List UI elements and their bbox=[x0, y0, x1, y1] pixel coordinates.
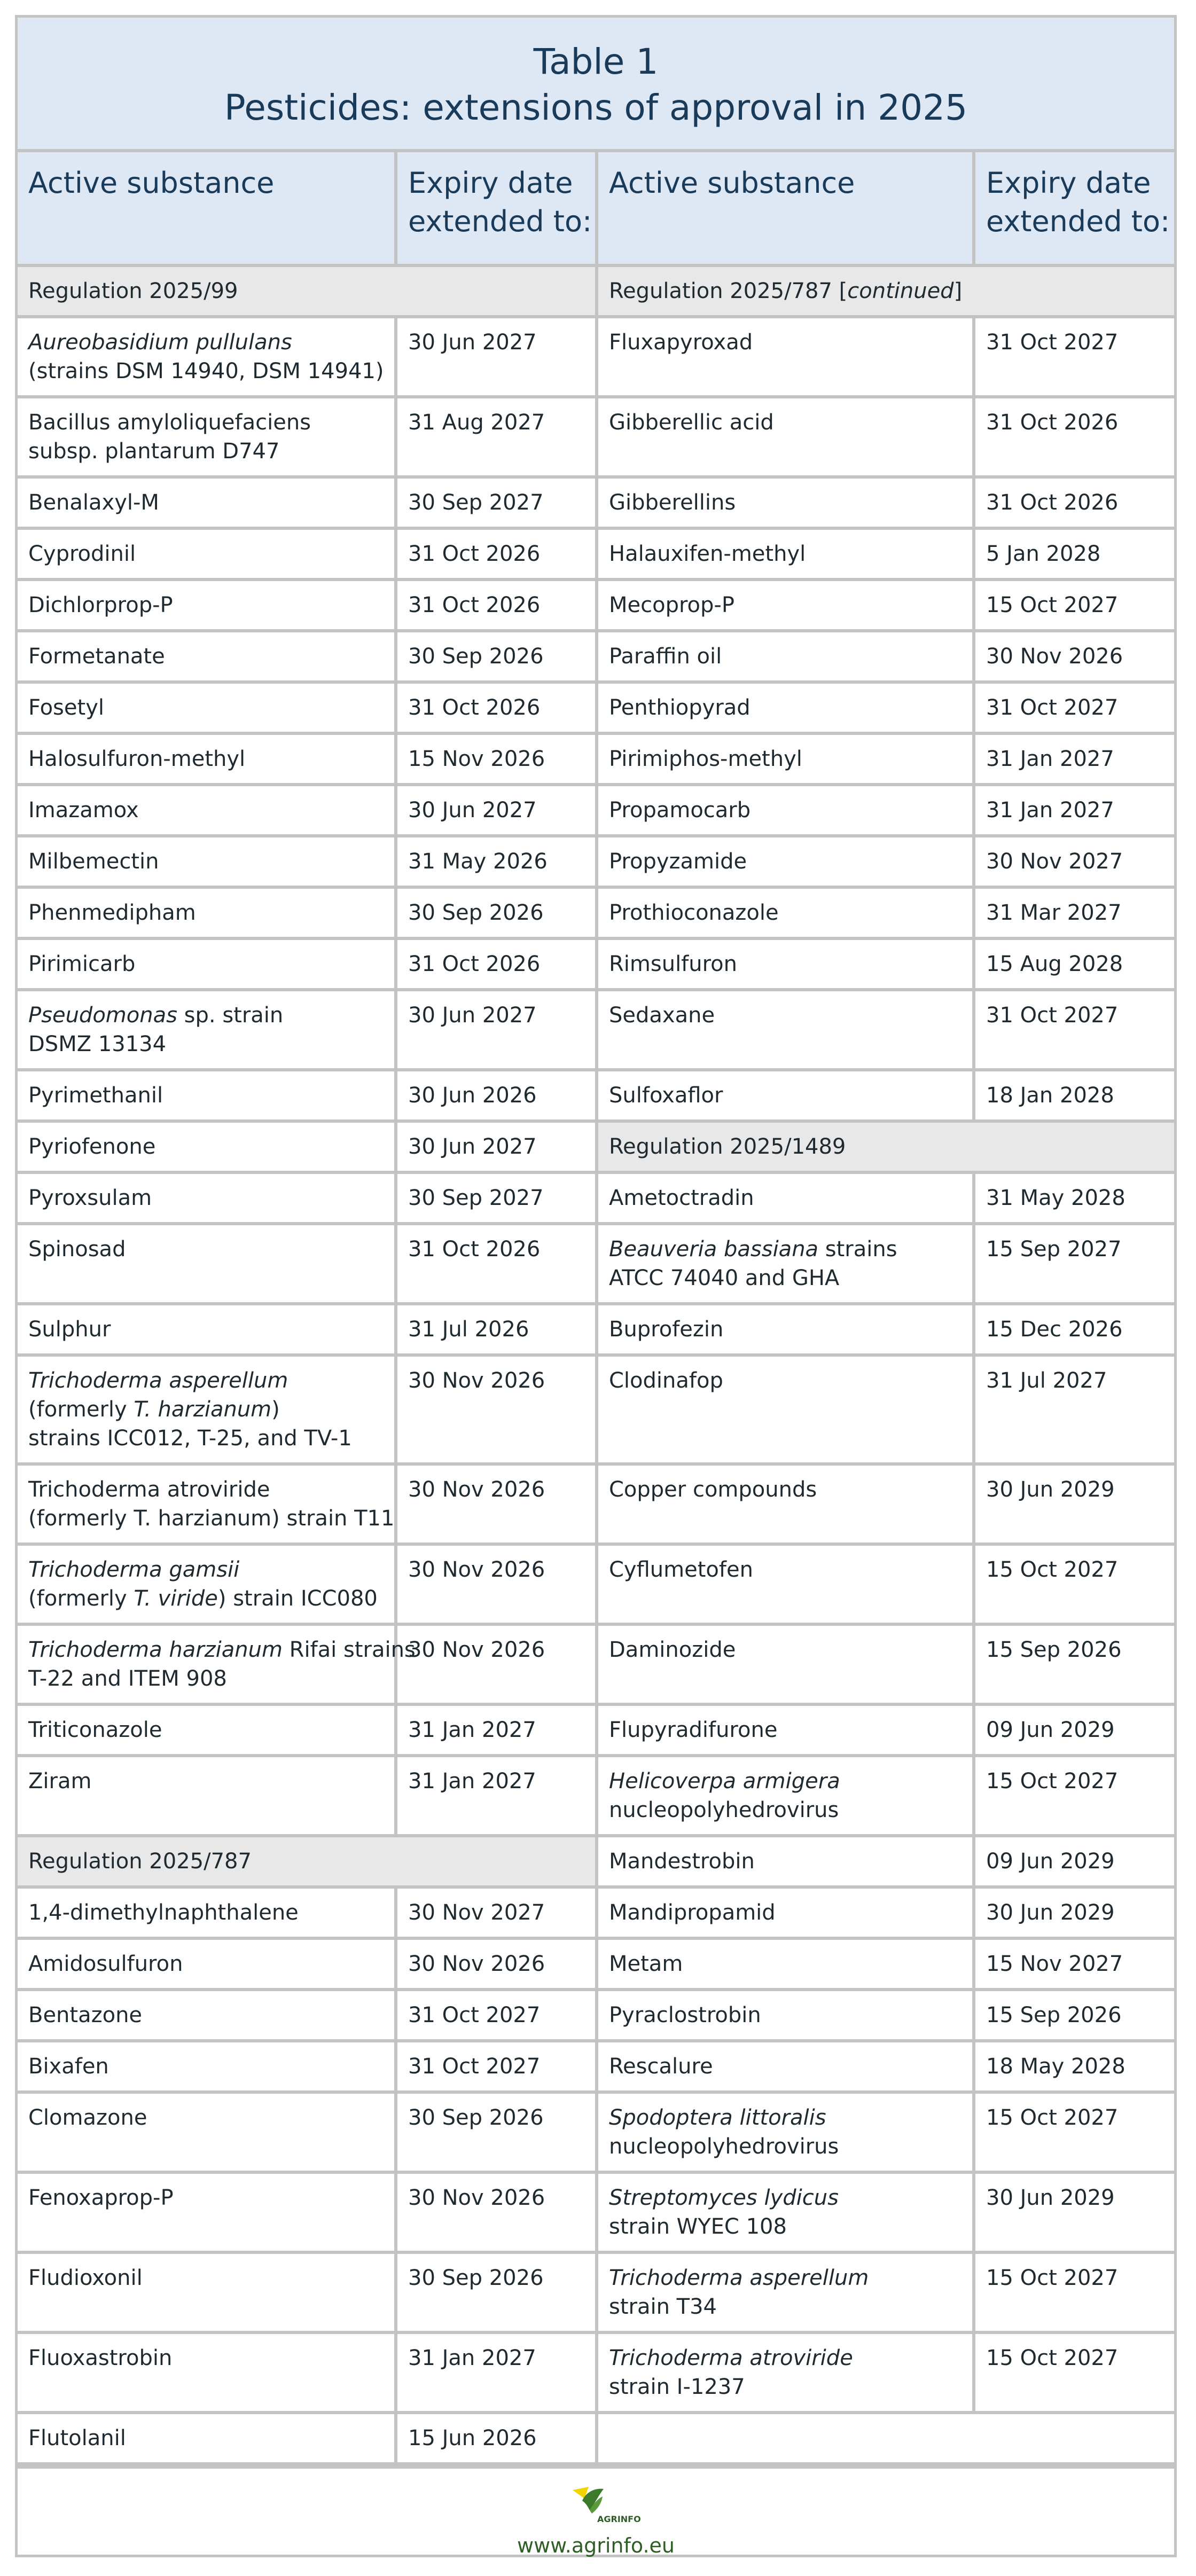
substance-cell: Buprofezin bbox=[597, 1304, 974, 1355]
substance-cell: Fludioxonil bbox=[18, 2252, 396, 2332]
empty-cell bbox=[597, 2413, 1174, 2464]
table-row bbox=[18, 938, 1174, 990]
date-cell: 5 Jan 2028 bbox=[974, 528, 1174, 580]
substance-cell: Penthiopyrad bbox=[597, 682, 974, 733]
date-cell: 09 Jun 2029 bbox=[974, 1836, 1174, 1887]
section-regulation-2025-787-continued: Regulation 2025/787 [continued] bbox=[597, 265, 1174, 317]
date-cell: 15 Oct 2027 bbox=[974, 2252, 1174, 2332]
substance-cell: Flutolanil bbox=[18, 2413, 396, 2464]
table-row bbox=[18, 1544, 1174, 1624]
substance-cell: Mandipropamid bbox=[597, 1887, 974, 1938]
date-cell: 30 Nov 2026 bbox=[974, 631, 1174, 682]
date-cell: 15 Oct 2027 bbox=[974, 1544, 1174, 1624]
date-cell: 15 Oct 2027 bbox=[974, 1756, 1174, 1836]
table-row bbox=[18, 733, 1174, 785]
date-cell: 18 Jan 2028 bbox=[974, 1070, 1174, 1121]
table-row bbox=[18, 477, 1174, 528]
substance-cell: Pirimiphos-methyl bbox=[597, 733, 974, 785]
date-cell: 31 Jul 2027 bbox=[974, 1355, 1174, 1464]
substance-cell: Halauxifen-methyl bbox=[597, 528, 974, 580]
date-cell: 31 May 2028 bbox=[974, 1172, 1174, 1224]
substance-cell: Bentazone bbox=[18, 1990, 396, 2041]
substance-cell: Cyflumetofen bbox=[597, 1544, 974, 1624]
table-row bbox=[18, 785, 1174, 836]
substance-cell: Pyraclostrobin bbox=[597, 1990, 974, 2041]
substance-cell: Daminozide bbox=[597, 1624, 974, 1704]
date-cell: 31 Oct 2026 bbox=[974, 477, 1174, 528]
date-cell: 31 Oct 2027 bbox=[974, 317, 1174, 397]
table-row bbox=[18, 2332, 1174, 2413]
substance-cell: Clomazone bbox=[18, 2092, 396, 2172]
substance-cell: Rimsulfuron bbox=[597, 938, 974, 990]
substance-cell: Pyriofenone bbox=[18, 1121, 396, 1172]
date-cell: 15 Nov 2026 bbox=[396, 733, 597, 785]
date-cell: 31 Jan 2027 bbox=[974, 733, 1174, 785]
table-row bbox=[18, 1121, 1174, 1172]
date-cell: 31 Oct 2026 bbox=[396, 580, 597, 631]
table-row bbox=[18, 1172, 1174, 1224]
date-cell: 31 Jan 2027 bbox=[974, 785, 1174, 836]
table-row bbox=[18, 528, 1174, 580]
table-row bbox=[18, 1070, 1174, 1121]
date-cell: 15 Oct 2027 bbox=[974, 2092, 1174, 2172]
substance-cell: Milbemectin bbox=[18, 836, 396, 887]
table-row bbox=[18, 1990, 1174, 2041]
substance-cell: Flupyradifurone bbox=[597, 1704, 974, 1756]
table-row bbox=[18, 1224, 1174, 1304]
date-cell: 15 Sep 2026 bbox=[974, 1624, 1174, 1704]
table-title bbox=[18, 18, 1174, 152]
substance-cell: Beauveria bassiana strains ATCC 74040 and GHA bbox=[597, 1224, 974, 1304]
substance-cell: Phenmedipham bbox=[18, 887, 396, 938]
table-row bbox=[18, 1836, 1174, 1887]
substance-cell: Trichoderma gamsii (formerly T. viride) strain ICC080 bbox=[18, 1544, 396, 1624]
table-row bbox=[18, 836, 1174, 887]
date-cell: 30 Jun 2029 bbox=[974, 1464, 1174, 1544]
substance-cell: Dichlorprop-P bbox=[18, 580, 396, 631]
table-row bbox=[18, 1887, 1174, 1938]
table-row bbox=[18, 1355, 1174, 1464]
section-regulation-2025-99: Regulation 2025/99 bbox=[18, 265, 597, 317]
substance-cell: Trichoderma asperellum (formerly T. harzianum) strains ICC012, T-25, and TV-1 bbox=[18, 1355, 396, 1464]
substance-cell: Sulfoxaflor bbox=[597, 1070, 974, 1121]
date-cell: 31 Aug 2027 bbox=[396, 397, 597, 477]
substance-cell: Benalaxyl-M bbox=[18, 477, 396, 528]
header-row bbox=[18, 152, 1174, 265]
date-cell: 30 Nov 2026 bbox=[396, 1938, 597, 1990]
substance-cell: Aureobasidium pullulans (strains DSM 14940, DSM 14941) bbox=[18, 317, 396, 397]
date-cell: 15 Sep 2026 bbox=[974, 1990, 1174, 2041]
date-cell: 30 Jun 2026 bbox=[396, 1070, 597, 1121]
date-cell: 31 Jan 2027 bbox=[396, 1756, 597, 1836]
date-cell: 30 Jun 2029 bbox=[974, 1887, 1174, 1938]
substance-cell: Amidosulfuron bbox=[18, 1938, 396, 1990]
date-cell: 30 Nov 2026 bbox=[396, 2172, 597, 2252]
table-row bbox=[18, 1756, 1174, 1836]
date-cell: 31 Oct 2027 bbox=[974, 682, 1174, 733]
date-cell: 15 Oct 2027 bbox=[974, 2332, 1174, 2413]
table-row bbox=[18, 1464, 1174, 1544]
date-cell: 31 Jan 2027 bbox=[396, 2332, 597, 2413]
date-cell: 30 Jun 2029 bbox=[974, 2172, 1174, 2252]
table-row bbox=[18, 631, 1174, 682]
substance-cell: Pseudomonas sp. strain DSMZ 13134 bbox=[18, 990, 396, 1070]
date-cell: 31 Oct 2027 bbox=[974, 990, 1174, 1070]
header-expiry-left: Expiry date extended to: bbox=[396, 152, 597, 265]
date-cell: 30 Nov 2026 bbox=[396, 1544, 597, 1624]
date-cell: 31 Oct 2026 bbox=[396, 1224, 597, 1304]
approval-table bbox=[18, 152, 1174, 2465]
date-cell: 30 Sep 2026 bbox=[396, 631, 597, 682]
date-cell: 30 Sep 2026 bbox=[396, 887, 597, 938]
table-row bbox=[18, 887, 1174, 938]
substance-cell: Fluoxastrobin bbox=[18, 2332, 396, 2413]
footer bbox=[18, 2465, 1174, 2575]
substance-cell: Copper compounds bbox=[597, 1464, 974, 1544]
date-cell: 15 Dec 2026 bbox=[974, 1304, 1174, 1355]
substance-cell: Propamocarb bbox=[597, 785, 974, 836]
substance-cell: Gibberellic acid bbox=[597, 397, 974, 477]
substance-cell: Spodoptera littoralis nucleopolyhedrovirus bbox=[597, 2092, 974, 2172]
substance-cell: Ziram bbox=[18, 1756, 396, 1836]
substance-cell: Trichoderma harzianum Rifai strains T-22 and ITEM 908 bbox=[18, 1624, 396, 1704]
date-cell: 30 Jun 2027 bbox=[396, 990, 597, 1070]
substance-cell: Pyroxsulam bbox=[18, 1172, 396, 1224]
header-substance-right: Active substance bbox=[597, 152, 974, 265]
substance-cell: Fenoxaprop-P bbox=[18, 2172, 396, 2252]
date-cell: 30 Jun 2027 bbox=[396, 785, 597, 836]
date-cell: 31 Oct 2027 bbox=[396, 1990, 597, 2041]
substance-cell: Trichoderma atroviride strain I-1237 bbox=[597, 2332, 974, 2413]
date-cell: 31 Jul 2026 bbox=[396, 1304, 597, 1355]
substance-cell: Trichoderma atroviride (formerly T. harzianum) strain T11 bbox=[18, 1464, 396, 1544]
table-row bbox=[18, 2172, 1174, 2252]
date-cell: 30 Sep 2026 bbox=[396, 2252, 597, 2332]
date-cell: 31 Oct 2026 bbox=[396, 682, 597, 733]
substance-cell: Rescalure bbox=[597, 2041, 974, 2092]
substance-cell: Bacillus amyloliquefaciens subsp. plantarum D747 bbox=[18, 397, 396, 477]
date-cell: 15 Oct 2027 bbox=[974, 580, 1174, 631]
date-cell: 30 Nov 2026 bbox=[396, 1355, 597, 1464]
table-row bbox=[18, 397, 1174, 477]
title-line-2: Pesticides: extensions of approval in 2025 bbox=[224, 87, 968, 128]
date-cell: 30 Nov 2026 bbox=[396, 1464, 597, 1544]
date-cell: 31 Oct 2026 bbox=[396, 528, 597, 580]
table-row bbox=[18, 1938, 1174, 1990]
table-row bbox=[18, 682, 1174, 733]
date-cell: 30 Jun 2027 bbox=[396, 1121, 597, 1172]
substance-cell: Trichoderma asperellum strain T34 bbox=[597, 2252, 974, 2332]
substance-cell: 1,4-dimethylnaphthalene bbox=[18, 1887, 396, 1938]
substance-cell: Helicoverpa armigera nucleopolyhedrovirus bbox=[597, 1756, 974, 1836]
table-frame bbox=[15, 15, 1177, 2557]
substance-cell: Propyzamide bbox=[597, 836, 974, 887]
table-row bbox=[18, 580, 1174, 631]
section-regulation-2025-787: Regulation 2025/787 bbox=[18, 1836, 597, 1887]
table-row bbox=[18, 317, 1174, 397]
date-cell: 31 Mar 2027 bbox=[974, 887, 1174, 938]
date-cell: 30 Sep 2026 bbox=[396, 2092, 597, 2172]
date-cell: 31 Oct 2026 bbox=[396, 938, 597, 990]
date-cell: 31 Oct 2026 bbox=[974, 397, 1174, 477]
date-cell: 15 Sep 2027 bbox=[974, 1224, 1174, 1304]
header-substance-left: Active substance bbox=[18, 152, 396, 265]
substance-cell: Bixafen bbox=[18, 2041, 396, 2092]
section-regulation-2025-1489: Regulation 2025/1489 bbox=[597, 1121, 1174, 1172]
substance-cell: Gibberellins bbox=[597, 477, 974, 528]
table-row bbox=[18, 1624, 1174, 1704]
date-cell: 30 Sep 2027 bbox=[396, 1172, 597, 1224]
header-expiry-right: Expiry date extended to: bbox=[974, 152, 1174, 265]
substance-cell: Pyrimethanil bbox=[18, 1070, 396, 1121]
footer-url[interactable]: www.agrinfo.eu bbox=[517, 2534, 675, 2557]
date-cell: 15 Aug 2028 bbox=[974, 938, 1174, 990]
substance-cell: Clodinafop bbox=[597, 1355, 974, 1464]
table-row bbox=[18, 2252, 1174, 2332]
substance-cell: Sulphur bbox=[18, 1304, 396, 1355]
date-cell: 31 Oct 2027 bbox=[396, 2041, 597, 2092]
title-line-1: Table 1 bbox=[533, 41, 659, 82]
substance-cell: Fosetyl bbox=[18, 682, 396, 733]
substance-cell: Fluxapyroxad bbox=[597, 317, 974, 397]
date-cell: 31 May 2026 bbox=[396, 836, 597, 887]
substance-cell: Mandestrobin bbox=[597, 1836, 974, 1887]
substance-cell: Spinosad bbox=[18, 1224, 396, 1304]
date-cell: 30 Sep 2027 bbox=[396, 477, 597, 528]
table-row bbox=[18, 2041, 1174, 2092]
date-cell: 30 Nov 2026 bbox=[396, 1624, 597, 1704]
substance-cell: Metam bbox=[597, 1938, 974, 1990]
table-row bbox=[18, 1304, 1174, 1355]
table-row bbox=[18, 2413, 1174, 2464]
substance-cell: Streptomyces lydicus strain WYEC 108 bbox=[597, 2172, 974, 2252]
substance-cell: Prothioconazole bbox=[597, 887, 974, 938]
date-cell: 09 Jun 2029 bbox=[974, 1704, 1174, 1756]
table-row bbox=[18, 2092, 1174, 2172]
table-row bbox=[18, 265, 1174, 317]
substance-cell: Mecoprop-P bbox=[597, 580, 974, 631]
substance-cell: Ametoctradin bbox=[597, 1172, 974, 1224]
substance-cell: Sedaxane bbox=[597, 990, 974, 1070]
substance-cell: Paraffin oil bbox=[597, 631, 974, 682]
date-cell: 15 Jun 2026 bbox=[396, 2413, 597, 2464]
svg-text:AGRINFO: AGRINFO bbox=[597, 2514, 641, 2524]
date-cell: 31 Jan 2027 bbox=[396, 1704, 597, 1756]
table-row bbox=[18, 990, 1174, 1070]
substance-cell: Pirimicarb bbox=[18, 938, 396, 990]
date-cell: 30 Jun 2027 bbox=[396, 317, 597, 397]
substance-cell: Formetanate bbox=[18, 631, 396, 682]
table-row bbox=[18, 1704, 1174, 1756]
date-cell: 30 Nov 2027 bbox=[974, 836, 1174, 887]
substance-cell: Imazamox bbox=[18, 785, 396, 836]
date-cell: 30 Nov 2027 bbox=[396, 1887, 597, 1938]
substance-cell: Cyprodinil bbox=[18, 528, 396, 580]
date-cell: 15 Nov 2027 bbox=[974, 1938, 1174, 1990]
agrinfo-logo-icon bbox=[568, 2485, 641, 2527]
substance-cell: Halosulfuron-methyl bbox=[18, 733, 396, 785]
substance-cell: Triticonazole bbox=[18, 1704, 396, 1756]
date-cell: 18 May 2028 bbox=[974, 2041, 1174, 2092]
